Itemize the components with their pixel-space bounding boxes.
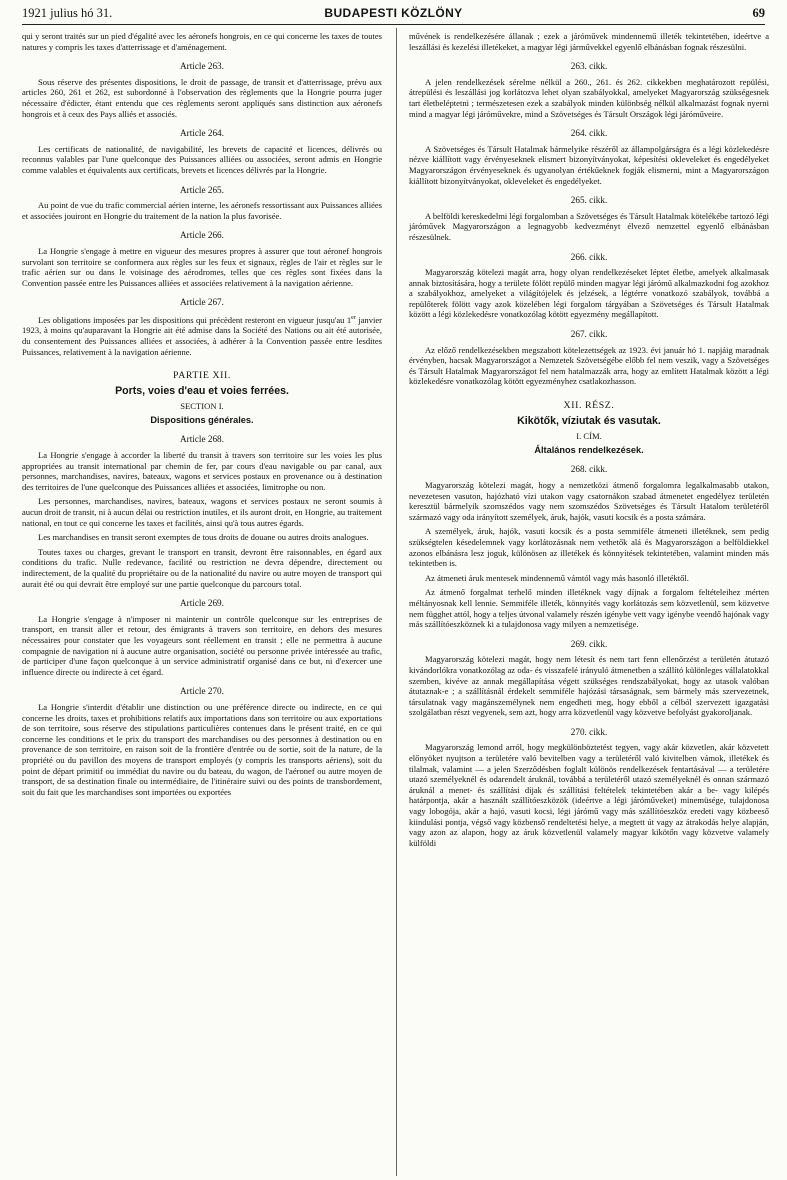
article-heading: 266. cikk.	[570, 251, 608, 262]
part-heading: XII. RÉSZ.	[563, 400, 615, 412]
article-heading: 265. cikk.	[570, 195, 608, 206]
section-heading: SECTION I.	[180, 401, 224, 412]
paragraph: Magyarország kötelezi magát, hogy nem létesít és nem tart fenn ellenőrzést a területén átutazó kivándorlókra vonatkozólag az oda- és visszafelé irányuló átmenetben a szállító különleges vállalatokkal szemben, kivéve az annak megállapítása végett szükséges rendszabályokat, hogy az utasok valóban átutaznak-e ; a szállításnál érdekelt semmiféle hajózási társaságnak, sem bármely más szervezetnek, társulatnak vagy magánszemélynek nem engedheti meg, hogy ebből a célból szervezett igazgatási szolgálatban részt vegyenek, sem azt, hogy arra közvetlenül vagy közvetve befolyást gyakoroljanak.	[409, 654, 769, 718]
page-header	[22, 6, 765, 25]
article-heading: 263. cikk.	[570, 61, 608, 72]
paragraph: Az átmenő forgalmat terhelő minden illetéknek vagy díjnak a forgalom feltételeihez mérten méltányosnak kell lennie. Semmiféle illeték, könnyítés vagy korlátozás sem közvetlenül, sem közvetve nem függhet attól, hogy a teljes útvonal valamely részén igénybe vett vagy igénybe veendő hajónak vagy más szállítóeszköznek ki a tulajdonosa vagy milyen a nemzetisége.	[409, 587, 769, 630]
paragraph: Magyarország kötelezi magát arra, hogy olyan rendelkezéseket léptet életbe, amelyek alkalmasak annak biztosítására, hogy a területe fölött repülő minden magyar légi járómű alkalmazkodni fog azokhoz a szabályokhoz, amelyeket a világítójelek és jelzések, a légtérre vonatkozó szabályok, továbbá a repülőterek fölött vagy azok közelében légi forgalom tárgyában a Szövetséges és Társult Hatalmak között a légi közlekedésre vonatkozólag kötött egyezmény megállapított.	[409, 267, 769, 320]
article-heading: 270. cikk.	[570, 726, 608, 737]
part-title: Ports, voies d'eau et voies ferrées.	[115, 384, 289, 397]
article-heading: Article 268.	[180, 434, 224, 445]
article-heading: 267. cikk.	[570, 329, 608, 340]
part-heading: PARTIE XII.	[173, 370, 231, 382]
paragraph: A jelen rendelkezések sérelme nélkül a 260., 261. és 262. cikkekben meghatározott repülési, átrepülési és leszállási jog korlátozva lehet olyan szabályokkal, amelyeket Magyarország szükségesnek tart életbeléptetni ; természetesen ezek a szabályok minden különbség nélkül alkalmazást fognak nyerni mind a magyar légi járóművekre, mind a Szövetséges és Társult Országok légi járóműveire.	[409, 76, 769, 119]
paragraph: A személyek, áruk, hajók, vasuti kocsik és a posta semmiféle átmeneti illetéknek, sem pedig szükségtelen késedelemnek vagy korlátozásnak nem vethetők alá és Magyarországon a belföldiekkel azonos elbánásra lesz joguk, különösen az illetékek és könnyítések tekintetében, valamint minden más tekintetben is.	[409, 526, 769, 569]
page-number: 69	[752, 6, 765, 20]
section-title: Dispositions générales.	[150, 414, 254, 425]
paragraph: Az előző rendelkezésekben megszabott kötelezettségek az 1923. évi január hó 1. napjáig maradnak érvényben, hacsak Magyarországot a Nemzetek Szövetségébe előbb fel nem veszik, vagy a Szövetséges és Társult Hatalmak Magyarországot fel nem hatalmazzák arra, hogy az említett Hatalmak között a légi közlekedésre vonatkozólag kötött egyezményhez csatlakozhasson.	[409, 344, 769, 387]
article-heading: 264. cikk.	[570, 128, 608, 139]
column-divider	[396, 28, 397, 1176]
article-heading: Article 263.	[180, 61, 224, 72]
paragraph: Les personnes, marchandises, navires, bateaux, wagons et services postaux ne seront soumis à aucun droit de transit, ni à aucun délai ou restriction inutiles, et ils auront droit, en Hongrie, au traitement national, en tout ce qui concerne les taxes et facilités, ainsi qu'à tous autres égards.	[22, 496, 382, 528]
section-heading: I. CÍM.	[576, 431, 602, 442]
article-heading: Article 265.	[180, 184, 224, 195]
paragraph: A belföldi kereskedelmi légi forgalomban a Szövetséges és Társult Hatalmak kötelékébe tartozó légi járóművek Magyarországon a legnagyobb kedvezményt élvező nemzettel egyenlő elbánásban részesülnek.	[409, 210, 769, 242]
paragraph: A Szövetséges és Társult Hatalmak bármelyike részéről az állampolgárságra és a légi közlekedésre nézve kiállított vagy érvényeseknek elismert bizonyítványokat, képesítési okleveleket és engedélyeket Magyarországon érvényeseknek és ugyanolyan értékűeknek fogják elismerni, mint a Magyarországon kiállított bizonyítványokat, okleveleket és engedélyeket.	[409, 143, 769, 186]
paragraph: La Hongrie s'interdit d'établir une distinction ou une préférence directe ou indirecte, en ce qui concerne les droits, taxes et prohibitions relatifs aux importations dans son territoire ou aux exportations de son territoire, sous réserve des stipulations particulières contenues dans le présent traité, en ce qui concerne les conditions et le prix du transport des marchandises ou des personnes à destination ou en provenance de son territoire, en raison soit de la frontière d'entrée ou de sortie, soit de la nature, de la propriété ou du pavillon des moyens de transport employés (y compris les transports aériens), soit du point de départ primitif ou immédiat du navire ou du bateau, du wagon, de l'aéronef ou autre moyen de transport, de sa destination finale ou intermédiaire, de l'itinéraire suivi ou des points de transbordement, soit du fait que les marchandises sont importées ou exportées	[22, 701, 382, 797]
section-title: Általános rendelkezések.	[534, 444, 644, 455]
paragraph: művének is rendelkezésére állanak ; ezek a járóművek mindennemű illeték tekintetében, ideértve a leszállási és kezelési illetékeket, a magyar légi járművekkel egyenlő elbánásban fognak részesülni.	[409, 31, 769, 52]
paragraph: La Hongrie s'engage à n'imposer ni maintenir un contrôle quelconque sur les entreprises de transport, en transit aller et retour, des émigrants à travers son territoire, en dehors des mesures nécessaires pour constater que les voyageurs sont réellement en transit ; elle ne permettra à aucune compagnie de navigation ni à aucune autre organisation, société ou personne privée intéressée au trafic, de participer d'une façon quelconque à un service administratif organisé dans ce but, ni d'exercer une influence directe ou indirecte à cet égard.	[22, 613, 382, 677]
article-heading: 268. cikk.	[570, 464, 608, 475]
paragraph: Au point de vue du trafic commercial aérien interne, les aéronefs ressortissant aux Puissances alliées et associées jouiront en Hongrie du traitement de la nation la plus favorisée.	[22, 200, 382, 221]
paragraph: qui y seront traités sur un pied d'égalité avec les aéronefs hongrois, en ce qui concerne les taxes de toutes natures y compris les taxes d'atterrissage et d'aménagement.	[22, 31, 382, 52]
article-heading: Article 264.	[180, 128, 224, 139]
article-heading: Article 269.	[180, 598, 224, 609]
hungarian-column	[409, 31, 769, 848]
article-heading: Article 270.	[180, 686, 224, 697]
paragraph: Sous réserve des présentes dispositions, le droit de passage, de transit et d'atterrissage, prévu aux articles 260, 261 et 262, est subordonné à l'observation des règlements que la Hongrie pourra juger nécessaire d'édicter, étant entendu que ces règlements seront appliqués sans distinction aux aéronefs hongrois et à ceux des Pays alliés et associés.	[22, 76, 382, 119]
article-heading: Article 267.	[180, 297, 224, 308]
paragraph: Az átmeneti áruk mentesek mindennemű vámtól vagy más hasonló illetéktől.	[425, 572, 689, 583]
french-column	[22, 31, 382, 797]
part-title: Kikötők, víziutak és vasutak.	[517, 414, 661, 427]
paragraph: Les certificats de nationalité, de navigabilité, les brevets de capacité et licences, délivrés ou reconnus valables par l'une quelconque des Puissances alliées ou associées, seront admis en Hongrie comme valables et équivalents aux certificats, brevets et licences délivrés par la Hongrie.	[22, 143, 382, 175]
paragraph: Magyarország lemond arról, hogy megkülönböztetést tegyen, vagy akár közvetlen, akár közvetett előnyöket nyujtson a területére való bevitelben vagy a területéről való kivitelben vámok, illetékek és tilalmak, valamint — a jelen Szerződésben foglalt különös rendelkezések fentartásával — a területére utazó személyeknél és odarendelt áruknál, továbbá a területéről utazó személyeknél és onnan származó áruknál a menet- és szállítási díjak és szállítási feltételek tekintetében akár a be- vagy kilépés határpontja, akár a használt szállítóeszközök (ideértve a légi járóműveket) minemüsége, tulajdonosa vagy lobogója, akár a hajó, vasuti kocsi, légi járómű vagy más szállítóeszköz eredeti vagy közbeeső kiindulási pontja, végső vagy közbenső rendeltetési helye, a megtett út vagy az átrakodás helye alapján, vagy azon az alapon, hogy az áruk közvetlenül valamely magyar kikötőn vagy közvetve valamely külföldi	[409, 742, 769, 848]
paragraph: Toutes taxes ou charges, grevant le transport en transit, devront être raisonnables, en égard aux conditions du trafic. Nulle redevance, facilité ou restriction ne devra dépendre, directement ou indirectement, de la qualité du propriétaire ou de la nationalité du navire ou autre moyen de transport qui aurait été ou qui devrait être employé sur une partie quelconque du parcours total.	[22, 546, 382, 589]
paragraph: Les obligations imposées par les dispositions qui précèdent resteront en vigueur jusqu'au 1er janvier 1923, à moins qu'auparavant la Hongrie ait été admise dans la Société des Nations ou ait été autorisée, du consentement des Puissances alliées et associées, à adhérer à la Convention passée entre lesdites Puissances, relativement à la navigation aérienne.	[22, 314, 382, 357]
issue-date: 1921 julius hó 31.	[22, 6, 113, 20]
article-heading: Article 266.	[180, 230, 224, 241]
paragraph: Les marchandises en transit seront exemptes de tous droits de douane ou autres droits analogues.	[38, 532, 369, 543]
paragraph: La Hongrie s'engage à accorder la liberté du transit à travers son territoire sur les voies les plus appropriées au transit international par chemin de fer, par cours d'eau navigable ou par canal, aux personnes, marchandises, navires, bateaux, wagons et services postaux en provenance ou à destination des territoires de l'une quelconque des Puissances alliées et associées, limitrophe ou non.	[22, 450, 382, 492]
article-heading: 269. cikk.	[570, 638, 608, 649]
paragraph: La Hongrie s'engage à mettre en vigueur des mesures propres à assurer que tout aéronef hongrois survolant son territoire se conformera aux règles sur les feux et signaux, règles de l'air et règles sur le trafic aérien sur ou dans le voisinage des aérodromes, telles que ces règles sont fixées dans la Convention passée entre les Puissances alliées et associées relativement à la navigation aérienne.	[22, 245, 382, 288]
newspaper-title: BUDAPESTI KÖZLÖNY	[324, 6, 463, 20]
paragraph: Magyarország kötelezi magát, hogy a nemzetközi átmenő forgalomra legalkalmasabb utakon, nevezetesen vasuton, hajózható vízi utakon vagy csatornákon szabad átmenetet engedélyez területén keresztül bármelyik szomszédos vagy nem szomszédos Szövetséges és Társult Hatalom területéről származó vagy oda irányított személyek, áruk, hajók, vasuti kocsik és a posta számára.	[409, 480, 769, 522]
